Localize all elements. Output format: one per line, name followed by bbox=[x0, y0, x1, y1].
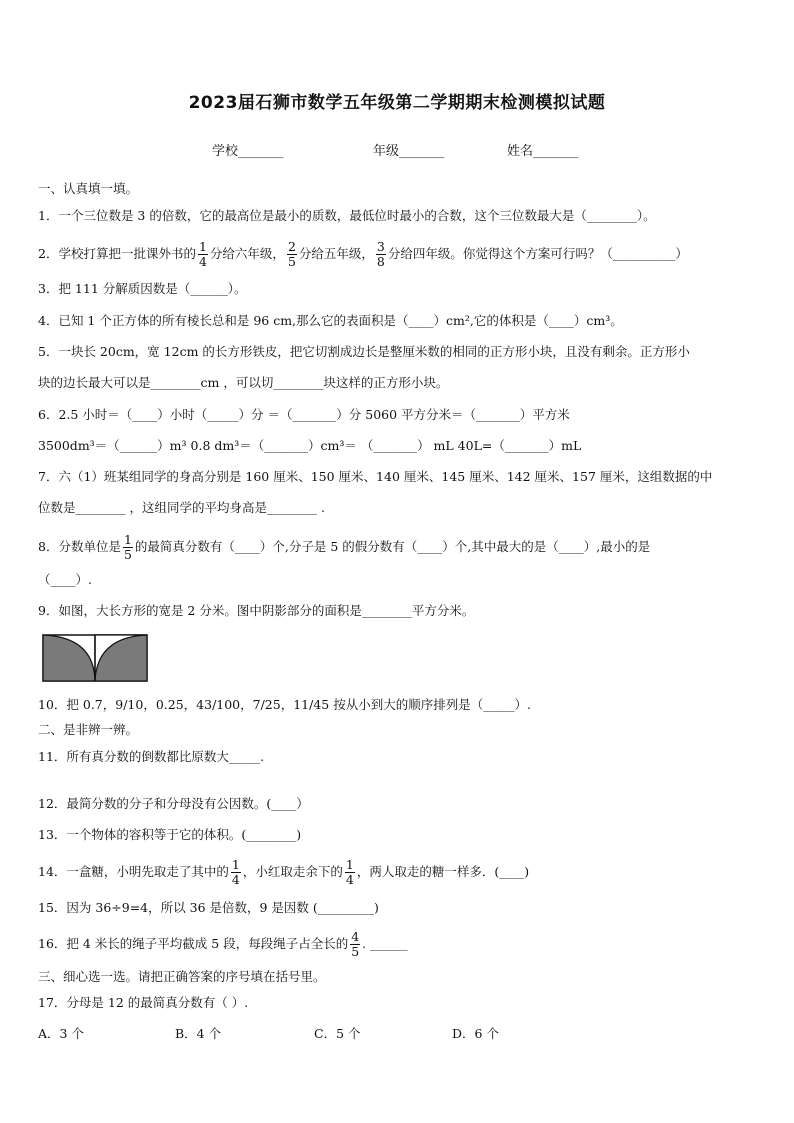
option-d: D．6 个 bbox=[452, 1026, 499, 1041]
grade-field: 年级_______ bbox=[373, 144, 445, 159]
fraction: $\frac{3}{8}$ bbox=[376, 239, 385, 269]
question-17: 17．分母是 12 的最简真分数有（ ）. bbox=[38, 995, 249, 1010]
question-12: 12．最简分数的分子和分母没有公因数。(____） bbox=[38, 796, 309, 811]
option-a: A．3 个 bbox=[38, 1026, 84, 1041]
fraction: $\frac{1}{4}$ bbox=[345, 857, 354, 887]
question-5-line-1: 5．一块长 20cm，宽 12cm 的长方形铁皮，把它切割成边长是整厘米数的相同的正方形小块，且没有剩余。正方形小 bbox=[38, 344, 690, 359]
fraction: $\frac{2}{5}$ bbox=[287, 239, 296, 269]
question-14: 14．一盒糖，小明先取走了其中的 $\frac{1}{4}$ ，小红取走余下的 $\frac{1}{4}$ ，两人取走的糖一样多．(____) bbox=[38, 857, 530, 887]
option-b: B．4 个 bbox=[175, 1026, 222, 1041]
section-heading-3: 三、细心选一选。请把正确答案的序号填在括号里。 bbox=[38, 969, 326, 984]
question-4: 4．已知 1 个正方体的所有棱长总和是 96 cm,那么它的表面积是（____）cm²,它的体积是（____）cm³。 bbox=[38, 313, 623, 328]
question-3: 3．把 111 分解质因数是（______）。 bbox=[38, 281, 247, 296]
page-title: 2023届石狮市数学五年级第二学期期末检测模拟试题 bbox=[188, 93, 606, 113]
question-6-line-2: 3500dm³＝（______）m³ 0.8 dm³＝（_______）cm³＝ （_______） mL 40L=（_______）mL bbox=[38, 438, 582, 453]
question-16: 16．把 4 米长的绳子平均截成 5 段，每段绳子占全长的 $\frac{4}{5}$ . ______ bbox=[38, 929, 408, 959]
question-8: 8．分数单位是 $\frac{1}{5}$ 的最简真分数有（____）个,分子是 5 的假分数有（____）个,其中最大的是（____）,最小的是 bbox=[38, 532, 651, 562]
name-field: 姓名_______ bbox=[507, 144, 579, 159]
question-5-line-2: 块的边长最大可以是________cm ，可以切________块这样的正方形小块。 bbox=[38, 375, 449, 390]
section-heading-1: 一、认真填一填。 bbox=[38, 181, 139, 196]
question-7-line-1: 7．六（1）班某组同学的身高分别是 160 厘米、150 厘米、140 厘米、145 厘米、142 厘米、157 厘米，这组数据的中 bbox=[38, 469, 713, 484]
question-9: 9．如图，大长方形的宽是 2 分米。图中阴影部分的面积是________平方分米。 bbox=[38, 603, 475, 618]
school-field: 学校_______ bbox=[212, 144, 284, 159]
section-heading-2: 二、是非辨一辨。 bbox=[38, 722, 139, 737]
fraction: $\frac{4}{5}$ bbox=[351, 929, 360, 959]
question-6-line-1: 6．2.5 小时＝（____）小时（_____）分 ＝（_______）分 5060 平方分米＝（_______）平方米 bbox=[38, 407, 570, 422]
fraction: $\frac{1}{5}$ bbox=[123, 532, 132, 562]
fraction: $\frac{1}{4}$ bbox=[231, 857, 240, 887]
option-c: C．5 个 bbox=[314, 1026, 361, 1041]
shaded-rectangle-figure bbox=[42, 634, 148, 682]
fraction: $\frac{1}{4}$ bbox=[198, 239, 207, 269]
question-2: 2．学校打算把一批课外书的 $\frac{1}{4}$ 分给六年级， $\frac{2}{5}$ 分给五年级， $\frac{3}{8}$ 分给四年级。你觉得这个方案可行吗？（__________） bbox=[38, 239, 688, 269]
question-11: 11．所有真分数的倒数都比原数大_____. bbox=[38, 749, 265, 764]
question-1: 1．一个三位数是 3 的倍数，它的最高位是最小的质数，最低位时最小的合数，这个三位数最大是（________）。 bbox=[38, 208, 656, 223]
question-8-line-2: （____）. bbox=[38, 572, 92, 587]
question-15: 15．因为 36÷9=4，所以 36 是倍数，9 是因数 (_________) bbox=[38, 900, 379, 915]
question-13: 13．一个物体的容积等于它的体积。(________) bbox=[38, 827, 302, 842]
question-10: 10．把 0.7，9/10，0.25，43/100，7/25，11/45 按从小到大的顺序排列是（_____）. bbox=[38, 697, 531, 712]
question-7-line-2: 位数是________ ，这组同学的平均身高是________ . bbox=[38, 500, 325, 515]
